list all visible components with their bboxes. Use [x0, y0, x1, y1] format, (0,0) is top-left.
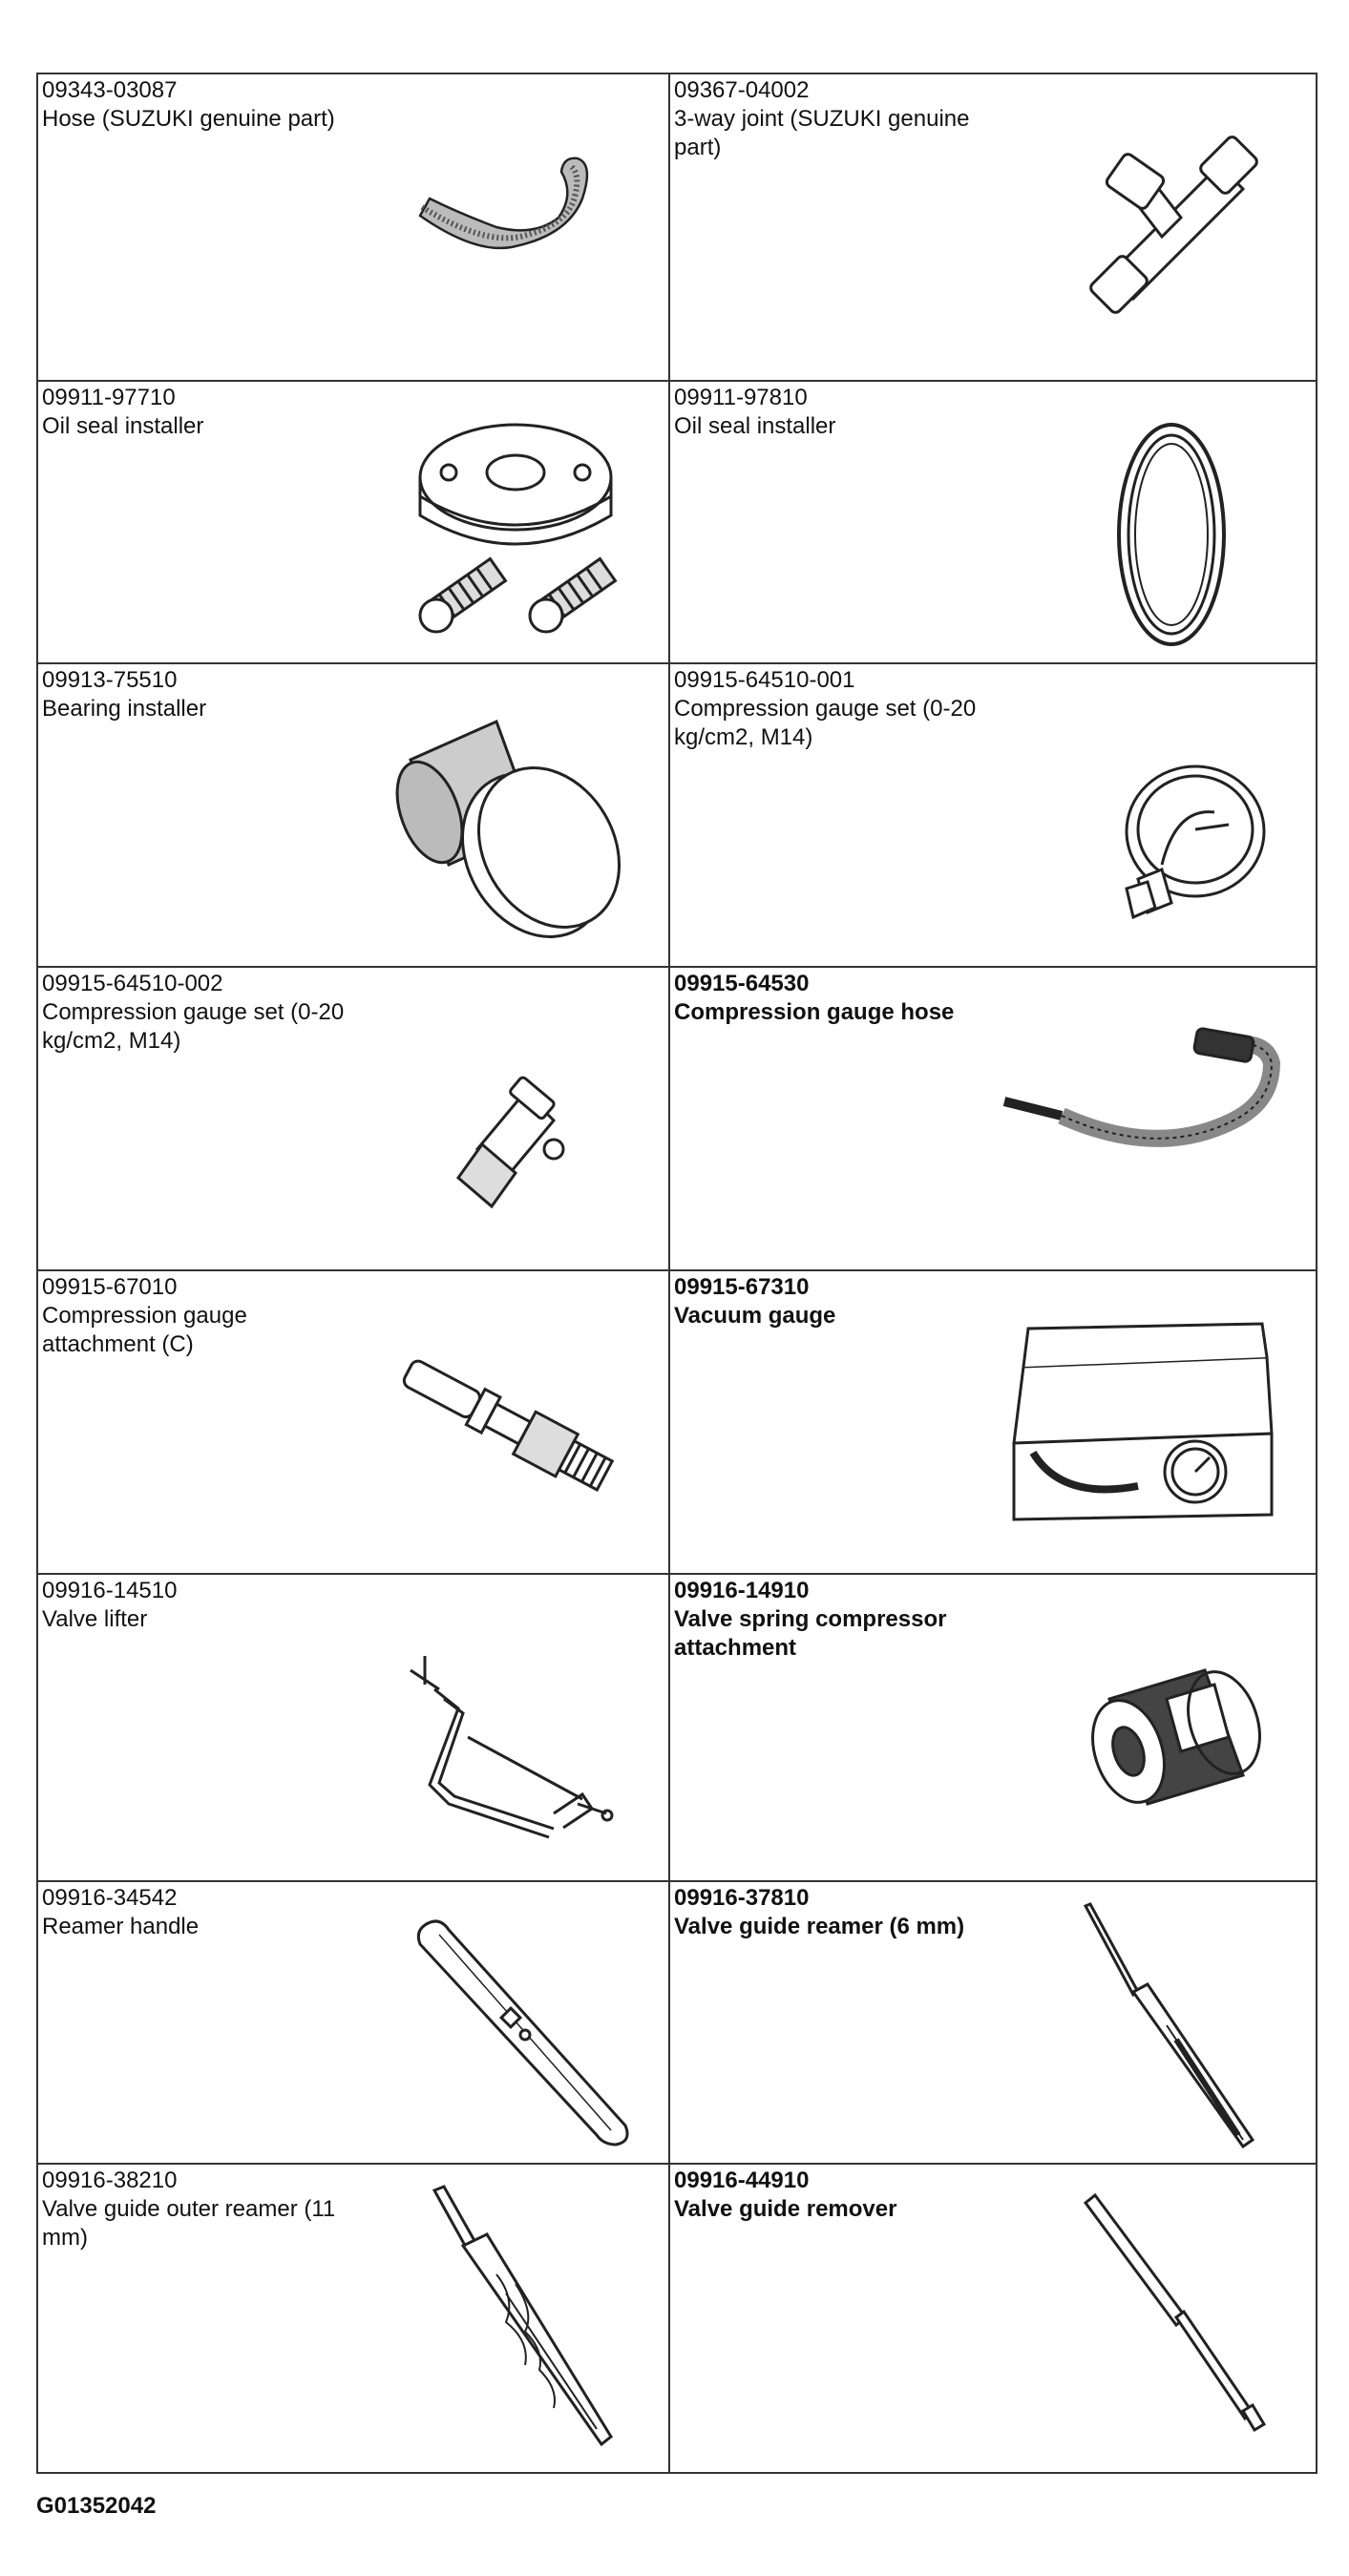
tool-description: Compression gauge set (0-20 kg/cm2, M14) [674, 696, 977, 750]
tool-cell [669, 967, 1317, 1270]
valve-guide-reamer-icon [1014, 1896, 1300, 2159]
tool-description: Valve lifter [42, 1606, 148, 1632]
figure-id: G01352042 [36, 2493, 157, 2519]
tool-description: 3-way joint (SUZUKI genuine part) [674, 106, 970, 160]
tool-cell [669, 2164, 1317, 2473]
part-number: 09343-03087 [42, 77, 178, 103]
part-number: 09367-04002 [674, 77, 810, 103]
tool-cell [669, 1270, 1317, 1574]
vacuum-gauge-case-icon [995, 1309, 1300, 1548]
tool-cell [37, 2164, 669, 2473]
tool-cell [37, 1574, 669, 1881]
tool-cell [37, 381, 669, 663]
oil-seal-installer-icon [382, 391, 659, 659]
tool-cell [37, 663, 669, 967]
valve-lifter-clamp-icon [382, 1613, 659, 1871]
outer-reamer-icon [382, 2179, 659, 2465]
tool-description: Vacuum gauge [674, 1303, 836, 1329]
part-number: 09916-44910 [674, 2168, 810, 2193]
tool-description: Bearing installer [42, 696, 207, 722]
reamer-handle-icon [382, 1901, 659, 2159]
tool-description: Compression gauge set (0-20 kg/cm2, M14) [42, 999, 345, 1054]
tool-description: Oil seal installer [674, 413, 836, 439]
spring-compressor-attachment-icon [1062, 1632, 1272, 1842]
part-number: 09911-97710 [42, 385, 176, 410]
part-number: 09916-34542 [42, 1885, 178, 1911]
part-number: 09915-64530 [674, 971, 810, 996]
tool-description: Valve guide remover [674, 2196, 897, 2222]
tool-description: Oil seal installer [42, 413, 204, 439]
tool-description: Valve guide outer reamer (11 mm) [42, 2196, 336, 2251]
part-number: 09915-64510-001 [674, 667, 855, 693]
part-number: 09916-14910 [674, 1578, 810, 1603]
tool-cell [669, 73, 1317, 381]
valve-guide-remover-icon [1014, 2184, 1300, 2461]
part-number: 09916-37810 [674, 1885, 810, 1911]
tool-cell [669, 1881, 1317, 2164]
part-number: 09916-14510 [42, 1578, 178, 1603]
tool-cell [37, 1270, 669, 1574]
oil-seal-ring-icon [1052, 401, 1300, 659]
compression-hose-icon [985, 1006, 1300, 1245]
special-tools-table [36, 73, 1317, 2474]
compression-gauge-icon [1052, 722, 1300, 951]
part-number: 09916-38210 [42, 2168, 178, 2193]
part-number: 09915-67310 [674, 1274, 810, 1300]
tool-description: Compression gauge attachment (C) [42, 1303, 247, 1357]
bearing-installer-icon [382, 683, 659, 951]
tool-description: Hose (SUZUKI genuine part) [42, 106, 335, 132]
part-number: 09911-97810 [674, 385, 808, 410]
tool-cell [37, 73, 669, 381]
tool-description: Reamer handle [42, 1914, 200, 1939]
tool-cell [669, 1574, 1317, 1881]
tool-description: Valve spring compressor attachment [674, 1606, 947, 1661]
three-way-joint-icon [1052, 103, 1300, 370]
hose-icon [391, 103, 659, 370]
tool-cell [37, 1881, 669, 2164]
gauge-fitting-icon [439, 1035, 630, 1225]
gauge-attachment-icon [363, 1309, 659, 1558]
tool-description: Compression gauge hose [674, 999, 955, 1025]
tool-cell [37, 967, 669, 1270]
tool-cell [669, 663, 1317, 967]
tool-description: Valve guide reamer (6 mm) [674, 1914, 965, 1939]
tool-cell [669, 381, 1317, 663]
part-number: 09915-67010 [42, 1274, 178, 1300]
part-number: 09915-64510-002 [42, 971, 223, 996]
part-number: 09913-75510 [42, 667, 178, 693]
